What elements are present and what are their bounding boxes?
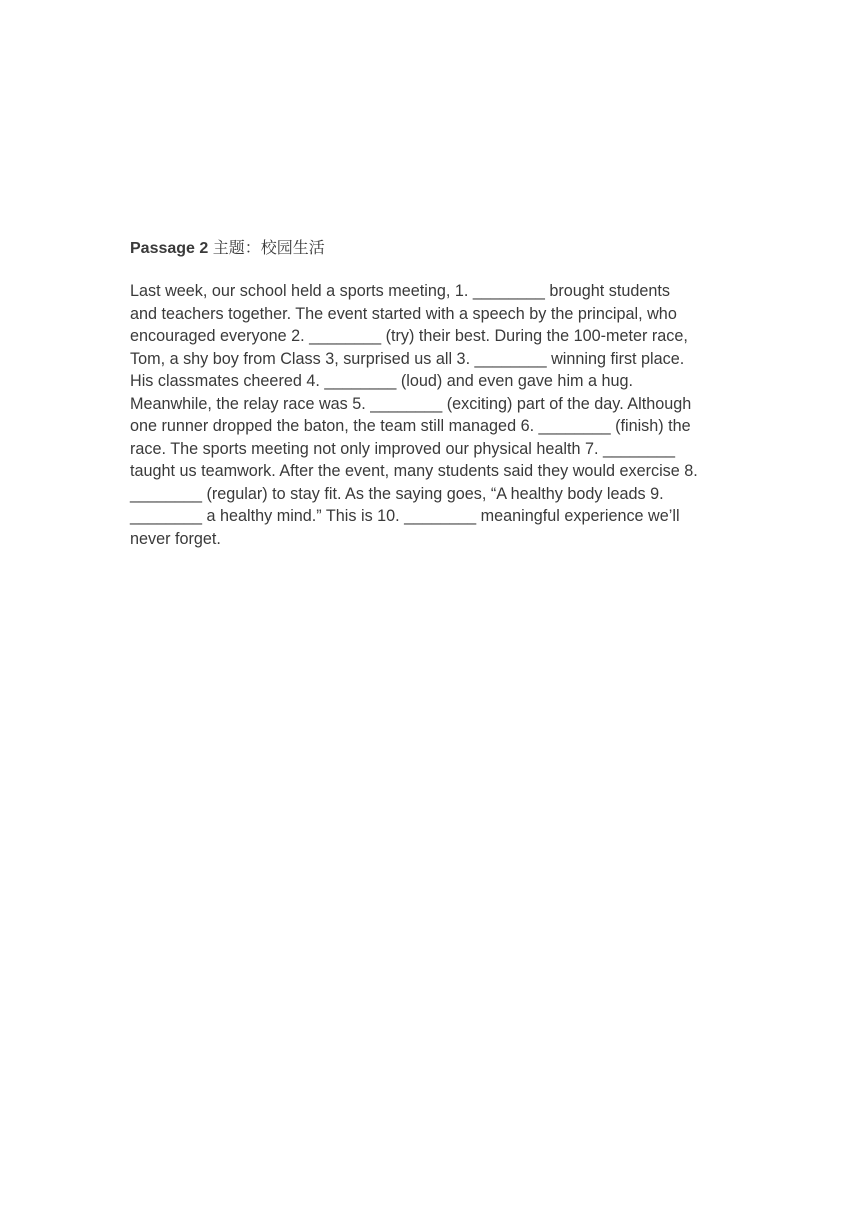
passage-line: His classmates cheered 4. ________ (loud) and even gave him a hug.	[130, 372, 634, 390]
passage-line: ________ (regular) to stay fit. As the saying goes, “A healthy body leads 9.	[130, 484, 664, 503]
passage-line: Tom, a shy boy from Class 3, surprised us all 3. ________ winning first place.	[130, 349, 685, 368]
passage-body	[130, 280, 750, 550]
passage-line: and teachers together. The event started with a speech by the principal, who	[130, 304, 677, 323]
passage-line: encouraged everyone 2. ________ (try) their best. During the 100-meter race,	[130, 327, 688, 345]
passage-line: taught us teamwork. After the event, many students said they would exercise 8.	[130, 462, 698, 480]
passage-label: Passage 2	[130, 240, 209, 257]
passage-line: Meanwhile, the relay race was 5. ________ (exciting) part of the day. Although	[130, 394, 692, 413]
passage-heading	[130, 238, 325, 259]
passage-topic: 主题：校园生活	[212, 238, 325, 257]
passage-line: race. The sports meeting not only improved our physical health 7. ________	[130, 439, 676, 458]
passage-line: Last week, our school held a sports meeting, 1. ________ brought students	[130, 282, 670, 300]
passage-line: ________ a healthy mind.” This is 10. ________ meaningful experience we’ll	[130, 507, 680, 525]
passage-line: never forget.	[130, 529, 221, 548]
passage-line: one runner dropped the baton, the team still managed 6. ________ (finish) the	[130, 417, 691, 435]
